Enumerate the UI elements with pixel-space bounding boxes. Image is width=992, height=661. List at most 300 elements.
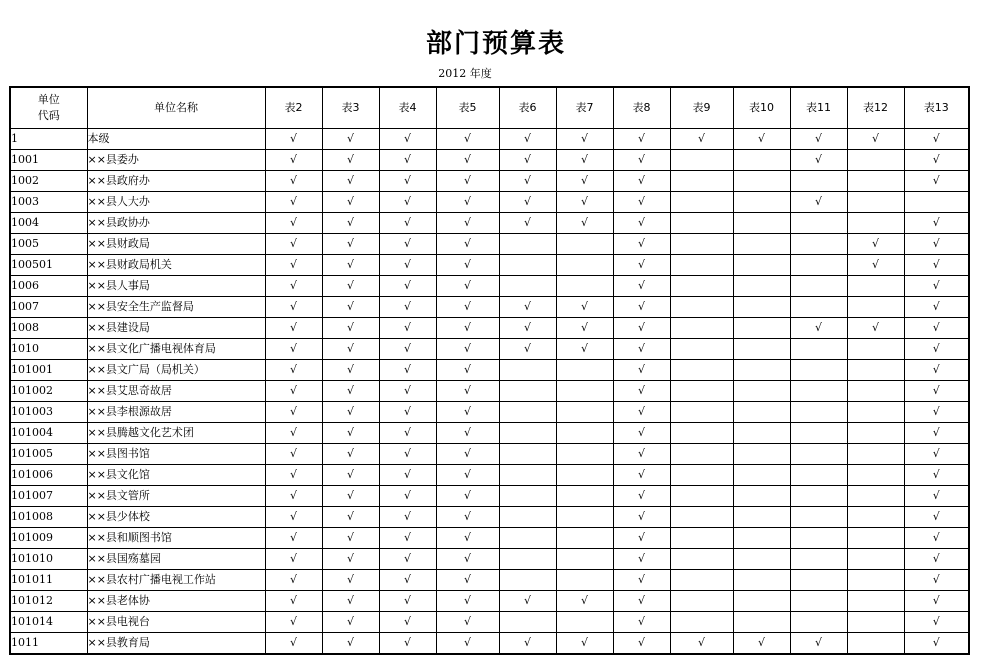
check-mark-cell: √ [436, 465, 499, 486]
check-mark-cell: √ [379, 150, 436, 171]
check-mark-cell: √ [265, 507, 322, 528]
check-mark-cell: √ [265, 486, 322, 507]
empty-cell [670, 402, 733, 423]
empty-cell [670, 465, 733, 486]
unit-name-cell: ××县政府办 [87, 171, 265, 192]
unit-name-cell: ××县李根源故居 [87, 402, 265, 423]
check-mark-cell: √ [613, 423, 670, 444]
empty-cell [499, 465, 556, 486]
table-row [10, 591, 969, 612]
empty-cell [670, 339, 733, 360]
check-mark-cell: √ [322, 297, 379, 318]
check-mark-cell: √ [904, 213, 969, 234]
check-mark-cell: √ [904, 129, 969, 150]
check-mark-cell: √ [265, 633, 322, 655]
empty-cell [733, 192, 790, 213]
table-row [10, 129, 969, 150]
check-mark-cell: √ [436, 486, 499, 507]
check-mark-cell: √ [790, 633, 847, 655]
check-mark-cell: √ [379, 297, 436, 318]
table-row [10, 507, 969, 528]
check-mark-cell: √ [613, 318, 670, 339]
check-mark-cell: √ [379, 360, 436, 381]
header-table-7: 表7 [556, 87, 613, 129]
empty-cell [670, 213, 733, 234]
empty-cell [847, 444, 904, 465]
empty-cell [499, 423, 556, 444]
check-mark-cell: √ [379, 129, 436, 150]
empty-cell [847, 549, 904, 570]
check-mark-cell: √ [613, 339, 670, 360]
unit-code-cell: 101009 [10, 528, 87, 549]
check-mark-cell: √ [265, 213, 322, 234]
check-mark-cell: √ [904, 507, 969, 528]
check-mark-cell: √ [436, 423, 499, 444]
empty-cell [670, 171, 733, 192]
table-row [10, 276, 969, 297]
unit-name-cell: ××县艾思奇故居 [87, 381, 265, 402]
empty-cell [790, 444, 847, 465]
check-mark-cell: √ [904, 171, 969, 192]
empty-cell [733, 402, 790, 423]
check-mark-cell: √ [436, 591, 499, 612]
table-row [10, 444, 969, 465]
check-mark-cell: √ [322, 318, 379, 339]
check-mark-cell: √ [379, 381, 436, 402]
check-mark-cell: √ [904, 360, 969, 381]
check-mark-cell: √ [556, 213, 613, 234]
empty-cell [847, 192, 904, 213]
check-mark-cell: √ [904, 381, 969, 402]
empty-cell [733, 570, 790, 591]
check-mark-cell: √ [379, 507, 436, 528]
check-mark-cell: √ [322, 339, 379, 360]
check-mark-cell: √ [265, 339, 322, 360]
empty-cell [847, 339, 904, 360]
empty-cell [733, 150, 790, 171]
check-mark-cell: √ [379, 570, 436, 591]
check-mark-cell: √ [904, 402, 969, 423]
empty-cell [733, 381, 790, 402]
check-mark-cell: √ [322, 570, 379, 591]
table-row [10, 465, 969, 486]
unit-name-cell: 本级 [87, 129, 265, 150]
empty-cell [670, 591, 733, 612]
check-mark-cell: √ [322, 360, 379, 381]
unit-code-cell: 101011 [10, 570, 87, 591]
check-mark-cell: √ [322, 444, 379, 465]
unit-code-cell: 101014 [10, 612, 87, 633]
check-mark-cell: √ [265, 591, 322, 612]
empty-cell [733, 444, 790, 465]
header-table-11: 表11 [790, 87, 847, 129]
check-mark-cell: √ [436, 171, 499, 192]
unit-code-cell: 101007 [10, 486, 87, 507]
header-table-13: 表13 [904, 87, 969, 129]
check-mark-cell: √ [613, 570, 670, 591]
check-mark-cell: √ [847, 318, 904, 339]
unit-name-cell: ××县文化馆 [87, 465, 265, 486]
unit-code-cell: 101010 [10, 549, 87, 570]
empty-cell [670, 297, 733, 318]
check-mark-cell: √ [613, 612, 670, 633]
empty-cell [790, 507, 847, 528]
unit-name-cell: ××县人大办 [87, 192, 265, 213]
empty-cell [733, 213, 790, 234]
empty-cell [733, 612, 790, 633]
unit-code-cell: 101004 [10, 423, 87, 444]
check-mark-cell: √ [436, 339, 499, 360]
check-mark-cell: √ [499, 192, 556, 213]
empty-cell [847, 297, 904, 318]
check-mark-cell: √ [265, 171, 322, 192]
check-mark-cell: √ [499, 633, 556, 655]
empty-cell [847, 465, 904, 486]
empty-cell [790, 402, 847, 423]
unit-name-cell: ××县财政局机关 [87, 255, 265, 276]
header-table-12: 表12 [847, 87, 904, 129]
empty-cell [790, 213, 847, 234]
empty-cell [670, 549, 733, 570]
check-mark-cell: √ [613, 171, 670, 192]
check-mark-cell: √ [499, 297, 556, 318]
check-mark-cell: √ [379, 255, 436, 276]
empty-cell [847, 360, 904, 381]
empty-cell [499, 570, 556, 591]
empty-cell [556, 423, 613, 444]
empty-cell [847, 528, 904, 549]
check-mark-cell: √ [379, 402, 436, 423]
check-mark-cell: √ [379, 318, 436, 339]
check-mark-cell: √ [556, 129, 613, 150]
unit-name-cell: ××县文管所 [87, 486, 265, 507]
check-mark-cell: √ [436, 297, 499, 318]
check-mark-cell: √ [436, 444, 499, 465]
check-mark-cell: √ [265, 549, 322, 570]
empty-cell [556, 549, 613, 570]
empty-cell [499, 381, 556, 402]
empty-cell [790, 339, 847, 360]
check-mark-cell: √ [265, 255, 322, 276]
check-mark-cell: √ [613, 360, 670, 381]
check-mark-cell: √ [322, 423, 379, 444]
check-mark-cell: √ [436, 192, 499, 213]
check-mark-cell: √ [265, 297, 322, 318]
check-mark-cell: √ [556, 591, 613, 612]
unit-code-cell: 101003 [10, 402, 87, 423]
empty-cell [847, 633, 904, 655]
empty-cell [670, 612, 733, 633]
table-row [10, 318, 969, 339]
empty-cell [790, 255, 847, 276]
empty-cell [790, 297, 847, 318]
empty-cell [556, 402, 613, 423]
empty-cell [847, 612, 904, 633]
empty-cell [733, 591, 790, 612]
check-mark-cell: √ [436, 570, 499, 591]
check-mark-cell: √ [613, 465, 670, 486]
table-row [10, 549, 969, 570]
empty-cell [556, 276, 613, 297]
check-mark-cell: √ [322, 549, 379, 570]
table-row [10, 171, 969, 192]
check-mark-cell: √ [904, 444, 969, 465]
unit-code-cell: 1006 [10, 276, 87, 297]
check-mark-cell: √ [790, 192, 847, 213]
empty-cell [790, 276, 847, 297]
empty-cell [847, 591, 904, 612]
header-unit-name: 单位名称 [87, 87, 265, 129]
empty-cell [790, 360, 847, 381]
check-mark-cell: √ [436, 255, 499, 276]
check-mark-cell: √ [322, 150, 379, 171]
empty-cell [847, 381, 904, 402]
header-table-5: 表5 [436, 87, 499, 129]
check-mark-cell: √ [556, 150, 613, 171]
check-mark-cell: √ [322, 486, 379, 507]
unit-name-cell: ××县电视台 [87, 612, 265, 633]
check-mark-cell: √ [499, 339, 556, 360]
empty-cell [670, 318, 733, 339]
check-mark-cell: √ [322, 171, 379, 192]
check-mark-cell: √ [733, 129, 790, 150]
header-table-3: 表3 [322, 87, 379, 129]
empty-cell [733, 360, 790, 381]
check-mark-cell: √ [613, 213, 670, 234]
unit-code-cell: 101008 [10, 507, 87, 528]
check-mark-cell: √ [790, 129, 847, 150]
unit-code-cell: 1008 [10, 318, 87, 339]
unit-name-cell: ××县安全生产监督局 [87, 297, 265, 318]
check-mark-cell: √ [379, 234, 436, 255]
check-mark-cell: √ [904, 276, 969, 297]
unit-name-cell: ××县委办 [87, 150, 265, 171]
empty-cell [733, 465, 790, 486]
empty-cell [790, 591, 847, 612]
unit-name-cell: ××县文化广播电视体育局 [87, 339, 265, 360]
check-mark-cell: √ [379, 633, 436, 655]
unit-name-cell: ××县少体校 [87, 507, 265, 528]
empty-cell [556, 465, 613, 486]
table-row [10, 423, 969, 444]
check-mark-cell: √ [379, 528, 436, 549]
empty-cell [556, 612, 613, 633]
table-row [10, 234, 969, 255]
check-mark-cell: √ [790, 150, 847, 171]
check-mark-cell: √ [499, 171, 556, 192]
empty-cell [556, 486, 613, 507]
check-mark-cell: √ [499, 150, 556, 171]
check-mark-cell: √ [613, 633, 670, 655]
check-mark-cell: √ [499, 318, 556, 339]
check-mark-cell: √ [322, 465, 379, 486]
unit-name-cell: ××县老体协 [87, 591, 265, 612]
header-table-2: 表2 [265, 87, 322, 129]
empty-cell [847, 150, 904, 171]
empty-cell [733, 528, 790, 549]
unit-name-cell: ××县教育局 [87, 633, 265, 655]
unit-code-cell: 1010 [10, 339, 87, 360]
empty-cell [904, 192, 969, 213]
empty-cell [556, 507, 613, 528]
empty-cell [556, 570, 613, 591]
unit-code-cell: 1002 [10, 171, 87, 192]
table-row [10, 297, 969, 318]
check-mark-cell: √ [436, 129, 499, 150]
check-mark-cell: √ [436, 360, 499, 381]
unit-code-cell: 101012 [10, 591, 87, 612]
empty-cell [733, 276, 790, 297]
check-mark-cell: √ [904, 150, 969, 171]
header-table-10: 表10 [733, 87, 790, 129]
empty-cell [670, 486, 733, 507]
unit-code-cell: 1003 [10, 192, 87, 213]
check-mark-cell: √ [613, 234, 670, 255]
unit-code-cell: 1011 [10, 633, 87, 655]
check-mark-cell: √ [790, 318, 847, 339]
empty-cell [670, 444, 733, 465]
check-mark-cell: √ [904, 591, 969, 612]
check-mark-cell: √ [904, 339, 969, 360]
check-mark-cell: √ [904, 297, 969, 318]
empty-cell [499, 486, 556, 507]
check-mark-cell: √ [322, 528, 379, 549]
table-row [10, 381, 969, 402]
check-mark-cell: √ [379, 213, 436, 234]
empty-cell [790, 234, 847, 255]
check-mark-cell: √ [613, 255, 670, 276]
empty-cell [499, 444, 556, 465]
check-mark-cell: √ [322, 402, 379, 423]
check-mark-cell: √ [265, 465, 322, 486]
check-mark-cell: √ [436, 612, 499, 633]
table-row [10, 213, 969, 234]
unit-code-cell: 100501 [10, 255, 87, 276]
check-mark-cell: √ [904, 318, 969, 339]
budget-table [9, 86, 970, 655]
empty-cell [556, 360, 613, 381]
check-mark-cell: √ [499, 213, 556, 234]
unit-name-cell: ××县腾越文化艺术团 [87, 423, 265, 444]
empty-cell [790, 570, 847, 591]
check-mark-cell: √ [379, 171, 436, 192]
check-mark-cell: √ [379, 339, 436, 360]
empty-cell [847, 507, 904, 528]
check-mark-cell: √ [556, 192, 613, 213]
check-mark-cell: √ [436, 234, 499, 255]
empty-cell [670, 276, 733, 297]
check-mark-cell: √ [436, 507, 499, 528]
empty-cell [790, 381, 847, 402]
check-mark-cell: √ [556, 297, 613, 318]
empty-cell [670, 528, 733, 549]
check-mark-cell: √ [904, 549, 969, 570]
empty-cell [847, 402, 904, 423]
empty-cell [499, 612, 556, 633]
empty-cell [670, 570, 733, 591]
empty-cell [847, 213, 904, 234]
check-mark-cell: √ [670, 129, 733, 150]
unit-code-cell: 1 [10, 129, 87, 150]
empty-cell [499, 402, 556, 423]
empty-cell [733, 507, 790, 528]
check-mark-cell: √ [613, 549, 670, 570]
check-mark-cell: √ [613, 192, 670, 213]
table-row [10, 402, 969, 423]
check-mark-cell: √ [265, 129, 322, 150]
empty-cell [499, 507, 556, 528]
check-mark-cell: √ [265, 234, 322, 255]
table-row [10, 192, 969, 213]
check-mark-cell: √ [265, 423, 322, 444]
empty-cell [733, 297, 790, 318]
check-mark-cell: √ [322, 591, 379, 612]
check-mark-cell: √ [265, 570, 322, 591]
check-mark-cell: √ [265, 318, 322, 339]
check-mark-cell: √ [904, 486, 969, 507]
header-unit-code: 单位 代码 [10, 87, 87, 129]
empty-cell [733, 339, 790, 360]
empty-cell [556, 444, 613, 465]
table-row [10, 612, 969, 633]
empty-cell [790, 612, 847, 633]
report-year: 2012 年度 [438, 67, 492, 80]
check-mark-cell: √ [613, 129, 670, 150]
check-mark-cell: √ [322, 276, 379, 297]
check-mark-cell: √ [904, 255, 969, 276]
empty-cell [499, 234, 556, 255]
check-mark-cell: √ [322, 381, 379, 402]
check-mark-cell: √ [379, 591, 436, 612]
check-mark-cell: √ [556, 339, 613, 360]
header-table-6: 表6 [499, 87, 556, 129]
header-table-8: 表8 [613, 87, 670, 129]
table-row [10, 570, 969, 591]
empty-cell [499, 360, 556, 381]
unit-code-cell: 101002 [10, 381, 87, 402]
check-mark-cell: √ [436, 213, 499, 234]
empty-cell [733, 486, 790, 507]
check-mark-cell: √ [265, 192, 322, 213]
empty-cell [670, 507, 733, 528]
check-mark-cell: √ [436, 402, 499, 423]
empty-cell [847, 276, 904, 297]
empty-cell [847, 570, 904, 591]
check-mark-cell: √ [436, 150, 499, 171]
check-mark-cell: √ [322, 192, 379, 213]
empty-cell [733, 234, 790, 255]
unit-code-cell: 101001 [10, 360, 87, 381]
unit-code-cell: 101005 [10, 444, 87, 465]
unit-name-cell: ××县政协办 [87, 213, 265, 234]
unit-code-cell: 1007 [10, 297, 87, 318]
check-mark-cell: √ [613, 150, 670, 171]
unit-name-cell: ××县财政局 [87, 234, 265, 255]
check-mark-cell: √ [499, 129, 556, 150]
unit-code-cell: 1001 [10, 150, 87, 171]
check-mark-cell: √ [265, 381, 322, 402]
check-mark-cell: √ [613, 591, 670, 612]
unit-name-cell: ××县国殇墓园 [87, 549, 265, 570]
empty-cell [790, 423, 847, 444]
check-mark-cell: √ [265, 360, 322, 381]
check-mark-cell: √ [613, 507, 670, 528]
empty-cell [670, 360, 733, 381]
empty-cell [733, 423, 790, 444]
empty-cell [499, 276, 556, 297]
report-title: 部门预算表 [425, 29, 566, 59]
unit-name-cell: ××县建设局 [87, 318, 265, 339]
